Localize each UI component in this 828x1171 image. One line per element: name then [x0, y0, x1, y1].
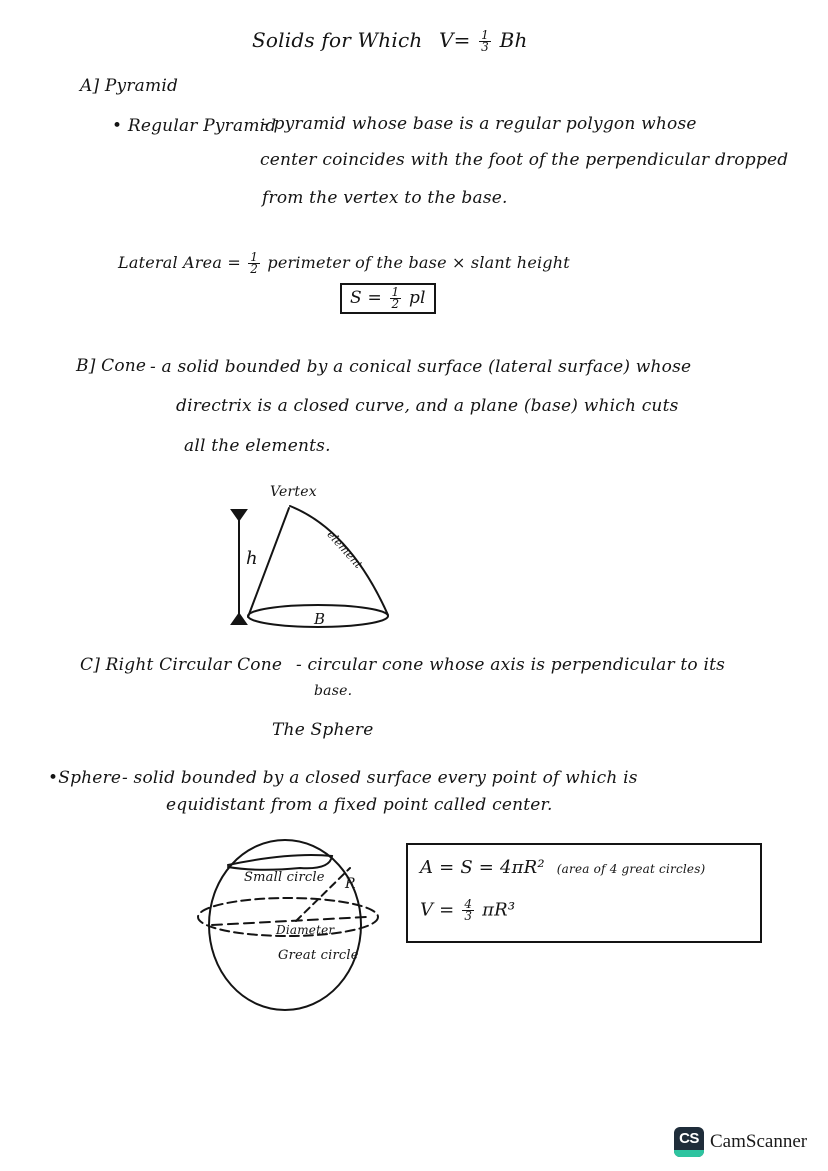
- sphere-heading: The Sphere: [272, 720, 374, 740]
- vertex-label: Vertex: [270, 484, 317, 500]
- height-label: h: [246, 548, 258, 569]
- fraction: $\frac{1}{2}$: [250, 250, 259, 276]
- fraction: $\frac{1}{3}$: [481, 28, 490, 54]
- fraction: $\frac{4}{3}$: [464, 897, 473, 923]
- fraction: $\frac{1}{2}$: [391, 285, 400, 311]
- pyramid-definition-line-2: center coincides with the foot of the perpendicular dropped: [260, 150, 789, 170]
- sphere-area-formula: A = S = 4πR² (area of 4 great circles): [420, 857, 706, 878]
- small-circle-label: Small circle: [244, 870, 325, 885]
- pyramid-definition-line-1: - pyramid whose base is a regular polygon whose: [262, 114, 697, 134]
- title-formula: V= $\frac{1}{3}$ Bh: [439, 28, 528, 54]
- sphere-formulas-box: [406, 843, 762, 943]
- camscanner-brand: CamScanner: [710, 1131, 808, 1152]
- cone-definition-line-1: - a solid bounded by a conical surface (lateral surface) whose: [150, 357, 692, 377]
- regular-pyramid-term: • Regular Pyramid: [112, 116, 277, 136]
- great-circle-label: Great circle: [278, 948, 359, 963]
- sphere-term: •Sphere: [48, 768, 122, 788]
- cone-definition-line-2: directrix is a closed curve, and a plane (base) which cuts: [176, 396, 679, 416]
- radius-label: R: [345, 876, 356, 892]
- sphere-definition-line-1: - solid bounded by a closed surface every point of which is: [122, 768, 638, 788]
- sphere-volume-formula: V = $\frac{4}{3}$ πR³: [420, 897, 516, 923]
- right-cone-definition-line-2: base.: [314, 683, 353, 699]
- element-label: element: [324, 528, 366, 572]
- cone-definition-line-3: all the elements.: [184, 436, 331, 456]
- camscanner-logo-icon: CS: [674, 1127, 704, 1157]
- lateral-area-formula: Lateral Area = $\frac{1}{2}$ perimeter of the base × slant height: [118, 250, 570, 276]
- title-text: Solids for Which: [252, 28, 423, 52]
- pyramid-definition-line-3: from the vertex to the base.: [262, 188, 508, 208]
- right-cone-definition-line-1: - circular cone whose axis is perpendicular to its: [296, 655, 726, 675]
- sphere-definition-line-2: equidistant from a fixed point called center.: [166, 795, 553, 815]
- section-b-heading: B] Cone: [76, 356, 147, 376]
- camscanner-watermark: [674, 1127, 807, 1157]
- section-a-heading: A] Pyramid: [80, 76, 179, 96]
- base-label: B: [314, 610, 326, 628]
- boxed-lateral-area-formula: S = $\frac{1}{2}$ pl: [340, 283, 436, 314]
- section-c-heading: C] Right Circular Cone: [80, 655, 283, 675]
- diameter-label: Diameter: [276, 923, 335, 937]
